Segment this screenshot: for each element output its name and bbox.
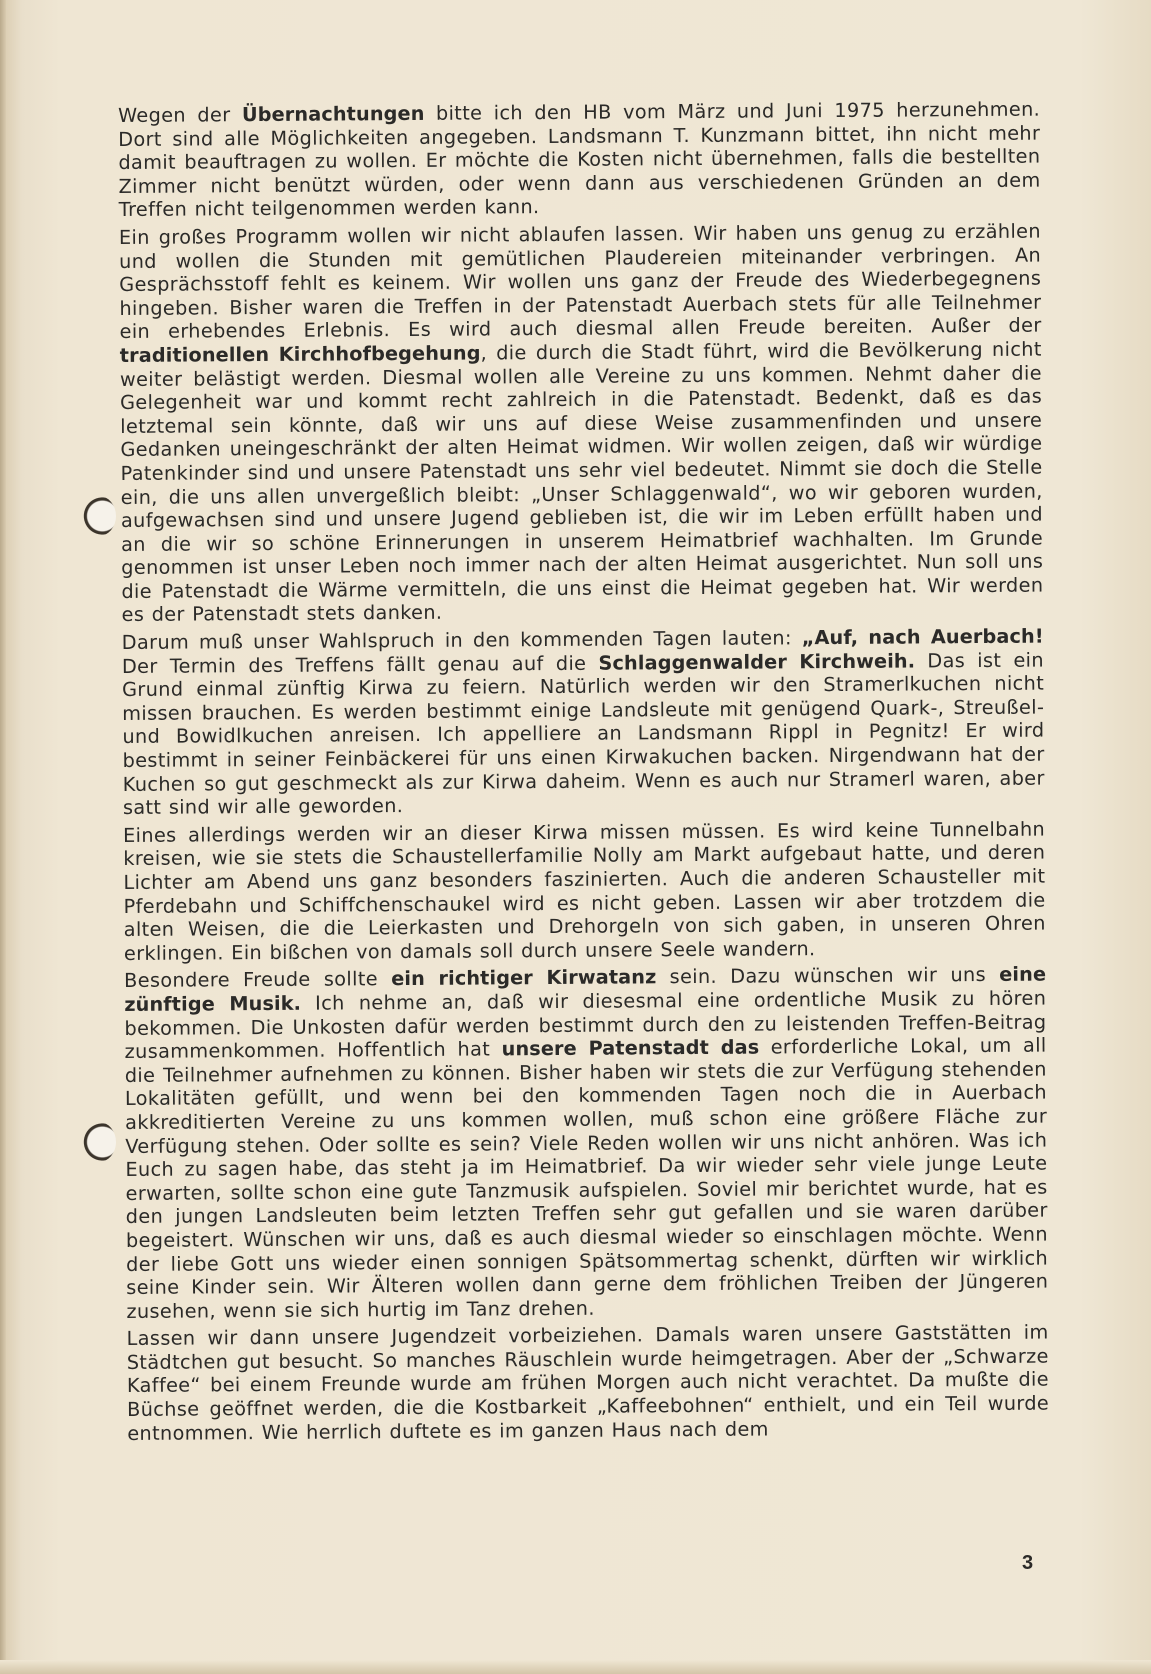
text-run: , die durch die Stadt führt, wird die Bevölkerung nicht weiter belästigt werden. Diesmal wollen alle Vereine zu uns kommen. Nehmt daher die Gelegenheit war und kommt recht zahlreich in die Patenstadt. Bedenkt, daß es das letztemal sein könnte, daß wir uns auf diese Weise zusammenfinden und unsere Gedanken uneingeschränkt der alten Heimat widmen. Wir wollen zeigen, daß wir würdige Patenkinder sind und unsere Patenstadt uns sehr viel bedeutet. Nimmt sie doch die Stelle ein, die uns allen unvergeßlich bleibt: „Unser Schlaggenwald“, wo wir geboren wurden, aufgewachsen sind und unsere Jugend geblieben ist, die wir im Leben erfüllt haben und an die wir so schöne Erinnerungen in unserem Heimatbrief wachhalten. Im Grunde genommen ist unser Leben noch immer nach der alten Heimat ausgerichtet. Nun soll uns die Patenstadt die Wärme vermitteln, die uns einst die Heimat gegeben hat. Wir werden es der Patenstadt stets danken. bbox=[119, 337, 1044, 627]
text-run: Eines allerdings werden wir an dieser Kirwa missen müssen. Es wird keine Tunnelbahn kreisen, wie sie stets die Schaustellerfamilie Nolly am Markt aufgebaut hatte, und deren Lichter am Abend uns ganz besonders faszinierten. Auch die anderen Schausteller mit Pferdebahn und Schiffchenschaukel wird es nicht geben. Lassen wir aber trotzdem die alten Weisen, die die Leierkasten und Drehorgeln von sich gaben, in unseren Ohren erklingen. Ein bißchen von damals soll durch unsere Seele wandern. bbox=[123, 817, 1046, 965]
bold-phrase: unsere Patenstadt das bbox=[501, 1035, 760, 1061]
paragraph bbox=[122, 625, 1045, 820]
punch-hole bbox=[82, 1122, 116, 1162]
text-run: Besondere Freude sollte bbox=[124, 967, 392, 993]
text-run: sein. Dazu wünschen wir uns bbox=[656, 963, 1000, 989]
body-text bbox=[118, 98, 1049, 1450]
bold-phrase: traditionellen Kirchhofbegehung bbox=[119, 341, 481, 367]
text-run: Darum muß unser Wahlspruch in den kommenden Tagen lauten: bbox=[121, 626, 802, 655]
text-run: bitte ich den HB vom März und Juni 1975 herzunehmen. Dort sind alle Möglichkeiten angegeben. Landsmann T. Kunzmann bittet, ihn nicht mehr damit beauftragen zu wollen. Er möchte die Kosten nicht übernehmen, falls die bestellten Zimmer nicht benützt würden, oder wenn dann aus verschiedenen Gründen an dem Treffen nicht teilgenommen werden kann. bbox=[118, 97, 1041, 222]
punch-hole bbox=[82, 496, 116, 536]
text-run: Ein großes Programm wollen wir nicht ablaufen lassen. Wir haben uns genug zu erzählen und wollen die Stunden mit gemütlichen Plaudereien miteinander verbringen. An Gesprächsstoff fehlt es keinem. Wir wollen uns ganz der Freude des Wiederbegegnens hingeben. Bisher waren die Treffen in der Patenstadt Auerbach stets für alle Teilnehmer ein erhebendes Erlebnis. Es wird auch diesmal allen Freude bereiten. Außer der bbox=[118, 219, 1042, 344]
bold-phrase: eine zünftige Musik. bbox=[124, 962, 1047, 1016]
paragraph bbox=[127, 1321, 1050, 1445]
text-run: Das ist ein Grund einmal zünftig Kirwa zu feiern. Natürlich werden wir den Stramerlkuchen nicht missen brauchen. Es werden bestimmt einige Landsleute mit genügend Quark-, Streußel- und Bowidlkuchen anreisen. Ich appelliere an Landsmann Rippl in Pegnitz! Er wird bestimmt in seiner Feinbäckerei für uns einen Kirwakuchen backen. Nirgendwann hat der Kuchen so gut geschmeckt als zur Kirwa daheim. Wenn es auch nur Stramerl waren, aber satt sind wir alle geworden. bbox=[122, 648, 1045, 820]
bold-phrase: Schlaggenwalder Kirchweih. bbox=[598, 649, 916, 675]
text-run: Lassen wir dann unsere Jugendzeit vorbeiziehen. Damals waren unsere Gaststätten im Städtchen gut besucht. So manches Räuschlein wurde heimgetragen. Aber der „Schwarze Kaffee“ bei einem Freunde wurde am frühen Morgen auch nicht verachtet. Da mußte die Büchse geöffnet werden, die die Kostbarkeit „Kaffeebohnen“ enthielt, und ein Teil wurde entnommen. Wie herrlich duftete es im ganzen Haus nach dem bbox=[126, 1320, 1050, 1445]
bold-phrase: „Auf, nach Auerbach! bbox=[801, 624, 1044, 650]
page-number: 3 bbox=[1022, 1552, 1034, 1574]
text-run: Der Termin des Treffens fällt genau auf die bbox=[121, 651, 599, 678]
paper-edge bbox=[0, 1660, 1151, 1674]
paragraph bbox=[119, 220, 1044, 628]
text-run: Ich nehme an, daß wir diesesmal eine ordentliche Musik zu hören bekommen. Die Unkosten dafür werden bestimmt durch den zu leistenden Treffen-Beitrag zusammenkommen. Hoffentlich hat bbox=[124, 986, 1047, 1064]
paragraph bbox=[118, 98, 1041, 222]
text-run: erforderliche Lokal, um all die Teilnehmer aufnehmen zu können. Bisher haben wir stets die zur Verfügung stehenden Lokalitäten gefüllt, und wenn bei den kommenden Tagen noch die in Auerbach akkreditierten Vereine zu uns kommen wollen, muß schon eine größere Fläche zur Verfügung stehen. Oder sollte es sein? Viele Reden wollen wir uns nicht anhören. Was ich Euch zu sagen habe, das steht ja im Heimatbrief. Da wir wieder sehr viele junge Leute erwarten, sollte schon eine gute Tanzmusik aufspielen. Soviel mir berichtet wurde, hat es den jungen Landsleuten beim letzten Treffen sehr gut gefallen und sie waren darüber begeistert. Wünschen wir uns, daß es auch diesmal wieder so einschlagen möchte. Wenn der liebe Gott uns wieder einen sonnigen Spätsommertag schenkt, dürften wir wirklich seine Kinder sein. Wir Älteren wollen dann gerne dem fröhlichen Treiben der Jüngeren zusehen, wenn sie sich hurtig im Tanz drehen. bbox=[124, 1033, 1049, 1323]
text-run: Wegen der bbox=[118, 103, 242, 127]
bold-phrase: Übernachtungen bbox=[241, 101, 425, 127]
paragraph bbox=[123, 817, 1046, 965]
paragraph bbox=[124, 963, 1048, 1323]
paper-edge bbox=[0, 0, 6, 1674]
bold-phrase: ein richtiger Kirwatanz bbox=[391, 965, 657, 991]
